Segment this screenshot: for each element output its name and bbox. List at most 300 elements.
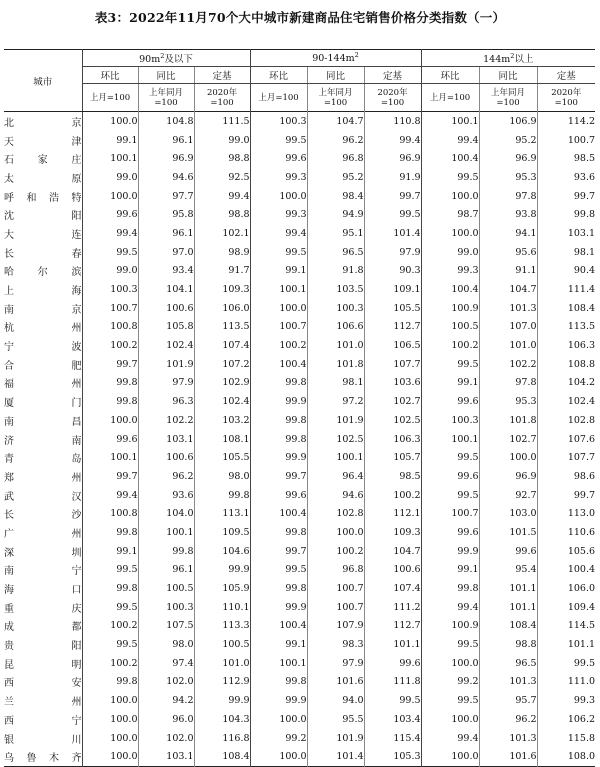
table-row — [4, 523, 595, 542]
table-row — [4, 691, 595, 710]
table-row — [4, 224, 595, 243]
value-cell: 99.4 — [116, 489, 138, 501]
value-cell: 113.5 — [194, 318, 250, 337]
city-name: 北京 — [4, 117, 82, 129]
value-cell: 95.6 — [479, 243, 537, 262]
value-cell: 104.7 — [307, 112, 364, 131]
table-row — [4, 355, 595, 374]
value-cell: 98.4 — [307, 187, 364, 206]
city-cell — [4, 112, 82, 131]
value-cell: 99.2 — [285, 732, 307, 744]
value-cell: 96.8 — [307, 149, 364, 168]
value-cell: 106.0 — [537, 579, 595, 598]
value-cell: 99.9 — [457, 545, 479, 557]
value-cell: 105.7 — [364, 448, 421, 467]
value-cell: 114.5 — [537, 617, 595, 636]
value-cell: 101.1 — [479, 598, 537, 617]
value-cell: 105.6 — [537, 542, 595, 561]
value-cell: 100.1 — [307, 448, 364, 467]
value-cell: 100.4 — [279, 508, 307, 520]
value-cell: 96.2 — [479, 710, 537, 729]
value-cell: 100.6 — [138, 299, 194, 318]
table-row — [4, 168, 595, 187]
city-cell — [4, 542, 82, 561]
value-cell: 100.9 — [451, 620, 479, 632]
city-name: 福州 — [4, 379, 82, 391]
value-cell: 98.8 — [479, 635, 537, 654]
value-cell: 100.0 — [279, 751, 307, 763]
value-cell: 100.2 — [451, 340, 479, 352]
value-cell: 97.9 — [138, 374, 194, 393]
table-row — [4, 747, 595, 766]
value-cell: 99.8 — [138, 542, 194, 561]
city-cell — [4, 710, 82, 729]
value-cell: 91.8 — [307, 262, 364, 281]
city-cell — [4, 299, 82, 318]
city-cell — [4, 262, 82, 281]
city-cell — [4, 168, 82, 187]
value-cell: 95.7 — [479, 691, 537, 710]
value-cell: 99.3 — [285, 209, 307, 221]
value-cell: 99.8 — [116, 377, 138, 389]
value-cell: 99.8 — [285, 526, 307, 538]
sub-header-mom: 上月=100 — [89, 92, 131, 103]
city-name: 银川 — [4, 734, 82, 746]
value-cell: 91.9 — [364, 168, 421, 187]
city-cell — [4, 318, 82, 337]
value-cell: 99.9 — [285, 396, 307, 408]
value-cell: 100.0 — [451, 713, 479, 725]
value-cell: 113.3 — [194, 617, 250, 636]
value-cell: 102.4 — [138, 336, 194, 355]
table-row — [4, 243, 595, 262]
value-cell: 96.1 — [138, 224, 194, 243]
value-cell: 102.7 — [479, 430, 537, 449]
value-cell: 100.6 — [138, 448, 194, 467]
value-cell: 98.0 — [138, 635, 194, 654]
city-cell — [4, 561, 82, 580]
value-cell: 99.5 — [457, 489, 479, 501]
value-cell: 100.0 — [110, 713, 138, 725]
value-cell: 102.9 — [194, 374, 250, 393]
value-cell: 100.3 — [279, 115, 307, 127]
city-name: 西宁 — [4, 715, 82, 727]
value-cell: 97.8 — [479, 187, 537, 206]
value-cell: 99.5 — [285, 134, 307, 146]
city-cell — [4, 579, 82, 598]
city-cell — [4, 336, 82, 355]
value-cell: 99.4 — [457, 134, 479, 146]
sub-header-mom: 上月=100 — [429, 92, 471, 103]
value-cell: 95.2 — [307, 168, 364, 187]
col-header-base: 定基 — [364, 67, 421, 84]
value-cell: 100.0 — [451, 190, 479, 202]
value-cell: 100.1 — [110, 153, 138, 165]
value-cell: 90.3 — [364, 262, 421, 281]
value-cell: 99.8 — [457, 583, 479, 595]
value-cell: 100.5 — [451, 321, 479, 333]
value-cell: 99.8 — [116, 396, 138, 408]
value-cell: 102.4 — [537, 392, 595, 411]
city-name: 南昌 — [4, 416, 82, 428]
value-cell: 99.9 — [194, 561, 250, 580]
value-cell: 95.3 — [479, 392, 537, 411]
group-header-large: $144m^2$以上 — [421, 50, 595, 67]
value-cell: 107.0 — [479, 318, 537, 337]
value-cell: 99.5 — [457, 452, 479, 464]
value-cell: 99.0 — [457, 246, 479, 258]
value-cell: 98.5 — [537, 149, 595, 168]
city-cell — [4, 280, 82, 299]
value-cell: 107.4 — [194, 336, 250, 355]
header-row-groups — [4, 50, 595, 67]
value-cell: 99.7 — [537, 486, 595, 505]
value-cell: 91.1 — [479, 262, 537, 281]
value-cell: 107.7 — [537, 448, 595, 467]
sub-header-yoy: 上年同月 =100 — [479, 84, 537, 112]
value-cell: 100.0 — [110, 751, 138, 763]
city-header: 城市 — [4, 50, 82, 112]
col-header-mom: 环比 — [421, 67, 479, 84]
value-cell: 109.3 — [194, 280, 250, 299]
value-cell: 105.9 — [194, 579, 250, 598]
value-cell: 102.5 — [307, 430, 364, 449]
value-cell: 100.3 — [307, 299, 364, 318]
value-cell: 108.1 — [194, 430, 250, 449]
value-cell: 100.0 — [279, 713, 307, 725]
value-cell: 99.7 — [364, 187, 421, 206]
value-cell: 96.9 — [479, 467, 537, 486]
value-cell: 111.0 — [537, 673, 595, 692]
value-cell: 112.9 — [194, 673, 250, 692]
city-name: 厦门 — [4, 398, 82, 410]
value-cell: 97.9 — [364, 243, 421, 262]
value-cell: 103.5 — [307, 280, 364, 299]
table-row — [4, 374, 595, 393]
value-cell: 92.7 — [479, 486, 537, 505]
table-row — [4, 673, 595, 692]
value-cell: 99.5 — [285, 564, 307, 576]
value-cell: 99.5 — [457, 358, 479, 370]
value-cell: 99.1 — [285, 639, 307, 651]
value-cell: 99.8 — [285, 583, 307, 595]
value-cell: 109.4 — [537, 598, 595, 617]
value-cell: 99.9 — [285, 452, 307, 464]
value-cell: 99.3 — [285, 171, 307, 183]
value-cell: 95.8 — [138, 205, 194, 224]
value-cell: 95.1 — [307, 224, 364, 243]
value-cell: 101.1 — [364, 635, 421, 654]
table-row — [4, 654, 595, 673]
value-cell: 99.5 — [116, 564, 138, 576]
value-cell: 100.4 — [279, 358, 307, 370]
value-cell: 99.7 — [285, 470, 307, 482]
value-cell: 104.6 — [194, 542, 250, 561]
value-cell: 102.4 — [194, 392, 250, 411]
value-cell: 99.6 — [364, 654, 421, 673]
city-cell — [4, 411, 82, 430]
value-cell: 100.0 — [110, 414, 138, 426]
value-cell: 102.2 — [479, 355, 537, 374]
value-cell: 100.9 — [451, 302, 479, 314]
value-cell: 102.1 — [194, 224, 250, 243]
value-cell: 111.8 — [364, 673, 421, 692]
value-cell: 99.6 — [457, 396, 479, 408]
value-cell: 96.3 — [138, 392, 194, 411]
table-row — [4, 430, 595, 449]
table-row — [4, 561, 595, 580]
value-cell: 103.0 — [479, 504, 537, 523]
value-cell: 101.0 — [194, 654, 250, 673]
value-cell: 97.7 — [138, 187, 194, 206]
city-name: 石家庄 — [4, 155, 82, 167]
table-row — [4, 617, 595, 636]
city-name: 南宁 — [4, 566, 82, 578]
value-cell: 100.7 — [279, 321, 307, 333]
value-cell: 96.2 — [138, 467, 194, 486]
value-cell: 97.0 — [138, 243, 194, 262]
value-cell: 98.7 — [457, 209, 479, 221]
value-cell: 100.3 — [110, 284, 138, 296]
value-cell: 99.6 — [116, 433, 138, 445]
city-cell — [4, 598, 82, 617]
value-cell: 107.7 — [364, 355, 421, 374]
city-name: 天津 — [4, 136, 82, 148]
table-row — [4, 318, 595, 337]
value-cell: 100.8 — [110, 508, 138, 520]
city-name: 宁波 — [4, 342, 82, 354]
city-name: 深圳 — [4, 547, 82, 559]
value-cell: 103.1 — [537, 224, 595, 243]
value-cell: 99.4 — [194, 187, 250, 206]
value-cell: 101.1 — [537, 635, 595, 654]
value-cell: 100.0 — [451, 227, 479, 239]
city-name: 杭州 — [4, 323, 82, 335]
value-cell: 110.1 — [194, 598, 250, 617]
city-name: 沈阳 — [4, 211, 82, 223]
value-cell: 108.8 — [537, 355, 595, 374]
value-cell: 99.7 — [116, 358, 138, 370]
value-cell: 100.0 — [110, 732, 138, 744]
value-cell: 104.2 — [537, 374, 595, 393]
value-cell: 99.7 — [116, 470, 138, 482]
city-cell — [4, 691, 82, 710]
value-cell: 100.0 — [279, 302, 307, 314]
value-cell: 99.1 — [285, 265, 307, 277]
value-cell: 101.9 — [307, 411, 364, 430]
value-cell: 96.5 — [307, 243, 364, 262]
value-cell: 100.1 — [279, 657, 307, 669]
value-cell: 104.7 — [479, 280, 537, 299]
city-name: 西安 — [4, 678, 82, 690]
value-cell: 113.1 — [194, 504, 250, 523]
value-cell: 96.1 — [138, 561, 194, 580]
city-name: 济南 — [4, 435, 82, 447]
city-name: 昆明 — [4, 659, 82, 671]
city-name: 呼和浩特 — [4, 192, 82, 204]
value-cell: 98.0 — [194, 467, 250, 486]
value-cell: 99.5 — [457, 695, 479, 707]
value-cell: 99.4 — [364, 131, 421, 150]
table-row — [4, 149, 595, 168]
value-cell: 106.5 — [364, 336, 421, 355]
value-cell: 99.5 — [457, 639, 479, 651]
value-cell: 93.4 — [138, 262, 194, 281]
value-cell: 107.4 — [364, 579, 421, 598]
value-cell: 100.0 — [110, 190, 138, 202]
value-cell: 99.8 — [537, 205, 595, 224]
table-row — [4, 729, 595, 748]
value-cell: 100.5 — [138, 579, 194, 598]
city-name: 郑州 — [4, 472, 82, 484]
table-row — [4, 448, 595, 467]
table-row — [4, 280, 595, 299]
city-cell — [4, 486, 82, 505]
value-cell: 99.6 — [285, 153, 307, 165]
value-cell: 96.1 — [138, 131, 194, 150]
value-cell: 101.3 — [479, 729, 537, 748]
value-cell: 94.6 — [307, 486, 364, 505]
sub-header-yoy: 上年同月 =100 — [307, 84, 364, 112]
value-cell: 104.7 — [364, 542, 421, 561]
city-name: 乌鲁木齐 — [4, 753, 82, 765]
value-cell: 100.2 — [307, 542, 364, 561]
city-name: 太原 — [4, 173, 82, 185]
value-cell: 99.9 — [285, 695, 307, 707]
value-cell: 99.6 — [479, 542, 537, 561]
value-cell: 96.9 — [138, 149, 194, 168]
value-cell: 100.2 — [110, 657, 138, 669]
table-row — [4, 542, 595, 561]
value-cell: 100.0 — [479, 448, 537, 467]
value-cell: 97.8 — [479, 374, 537, 393]
value-cell: 96.9 — [479, 149, 537, 168]
value-cell: 99.8 — [116, 583, 138, 595]
value-cell: 100.4 — [451, 153, 479, 165]
value-cell: 102.5 — [364, 411, 421, 430]
table-row — [4, 392, 595, 411]
value-cell: 100.1 — [110, 452, 138, 464]
value-cell: 99.4 — [457, 601, 479, 613]
value-cell: 97.4 — [138, 654, 194, 673]
value-cell: 99.5 — [457, 171, 479, 183]
city-name: 南京 — [4, 304, 82, 316]
city-cell — [4, 635, 82, 654]
value-cell: 95.5 — [307, 710, 364, 729]
value-cell: 97.2 — [307, 392, 364, 411]
table-row — [4, 486, 595, 505]
value-cell: 107.9 — [307, 617, 364, 636]
value-cell: 93.6 — [138, 486, 194, 505]
value-cell: 101.3 — [479, 299, 537, 318]
value-cell: 101.0 — [479, 336, 537, 355]
value-cell: 114.2 — [537, 112, 595, 131]
value-cell: 100.1 — [279, 284, 307, 296]
value-cell: 109.1 — [364, 280, 421, 299]
value-cell: 109.5 — [194, 523, 250, 542]
table-row — [4, 336, 595, 355]
value-cell: 100.2 — [364, 486, 421, 505]
value-cell: 99.8 — [194, 486, 250, 505]
value-cell: 100.0 — [451, 657, 479, 669]
city-cell — [4, 131, 82, 150]
value-cell: 99.8 — [285, 377, 307, 389]
city-cell — [4, 243, 82, 262]
value-cell: 111.4 — [537, 280, 595, 299]
value-cell: 99.2 — [457, 676, 479, 688]
value-cell: 101.9 — [138, 355, 194, 374]
city-name: 上海 — [4, 286, 82, 298]
table-row — [4, 187, 595, 206]
value-cell: 100.7 — [537, 131, 595, 150]
value-cell: 103.1 — [138, 430, 194, 449]
value-cell: 104.1 — [138, 280, 194, 299]
value-cell: 94.2 — [138, 691, 194, 710]
value-cell: 100.3 — [451, 414, 479, 426]
col-header-mom: 环比 — [250, 67, 307, 84]
table-row — [4, 205, 595, 224]
value-cell: 115.8 — [537, 729, 595, 748]
value-cell: 102.2 — [138, 411, 194, 430]
value-cell: 99.1 — [116, 545, 138, 557]
value-cell: 110.6 — [537, 523, 595, 542]
sub-header-base: 2020年 =100 — [364, 84, 421, 112]
value-cell: 92.5 — [194, 168, 250, 187]
value-cell: 104.8 — [138, 112, 194, 131]
table-row — [4, 504, 595, 523]
city-name: 合肥 — [4, 360, 82, 372]
value-cell: 100.4 — [279, 620, 307, 632]
value-cell: 100.7 — [307, 598, 364, 617]
value-cell: 103.2 — [194, 411, 250, 430]
value-cell: 106.2 — [537, 710, 595, 729]
value-cell: 99.8 — [116, 676, 138, 688]
sub-header-yoy: 上年同月 =100 — [138, 84, 194, 112]
table-row — [4, 262, 595, 281]
value-cell: 113.5 — [537, 318, 595, 337]
value-cell: 100.8 — [110, 321, 138, 333]
col-header-yoy: 同比 — [138, 67, 194, 84]
value-cell: 112.1 — [364, 504, 421, 523]
value-cell: 100.3 — [138, 598, 194, 617]
value-cell: 93.6 — [537, 168, 595, 187]
value-cell: 99.6 — [457, 526, 479, 538]
value-cell: 108.4 — [194, 747, 250, 766]
col-header-mom: 环比 — [82, 67, 138, 84]
value-cell: 111.5 — [194, 112, 250, 131]
value-cell: 101.0 — [307, 336, 364, 355]
value-cell: 94.1 — [479, 224, 537, 243]
table-row — [4, 112, 595, 131]
city-name: 兰州 — [4, 697, 82, 709]
table-row — [4, 299, 595, 318]
value-cell: 101.8 — [479, 411, 537, 430]
value-cell: 99.9 — [194, 691, 250, 710]
table-row — [4, 467, 595, 486]
city-name: 海口 — [4, 585, 82, 597]
value-cell: 116.8 — [194, 729, 250, 748]
value-cell: 101.4 — [307, 747, 364, 766]
value-cell: 96.9 — [364, 149, 421, 168]
city-name: 长春 — [4, 248, 82, 260]
value-cell: 100.1 — [451, 433, 479, 445]
value-cell: 99.5 — [537, 654, 595, 673]
value-cell: 94.0 — [307, 691, 364, 710]
value-cell: 99.7 — [285, 545, 307, 557]
value-cell: 99.8 — [285, 433, 307, 445]
value-cell: 99.3 — [457, 265, 479, 277]
value-cell: 98.3 — [307, 635, 364, 654]
